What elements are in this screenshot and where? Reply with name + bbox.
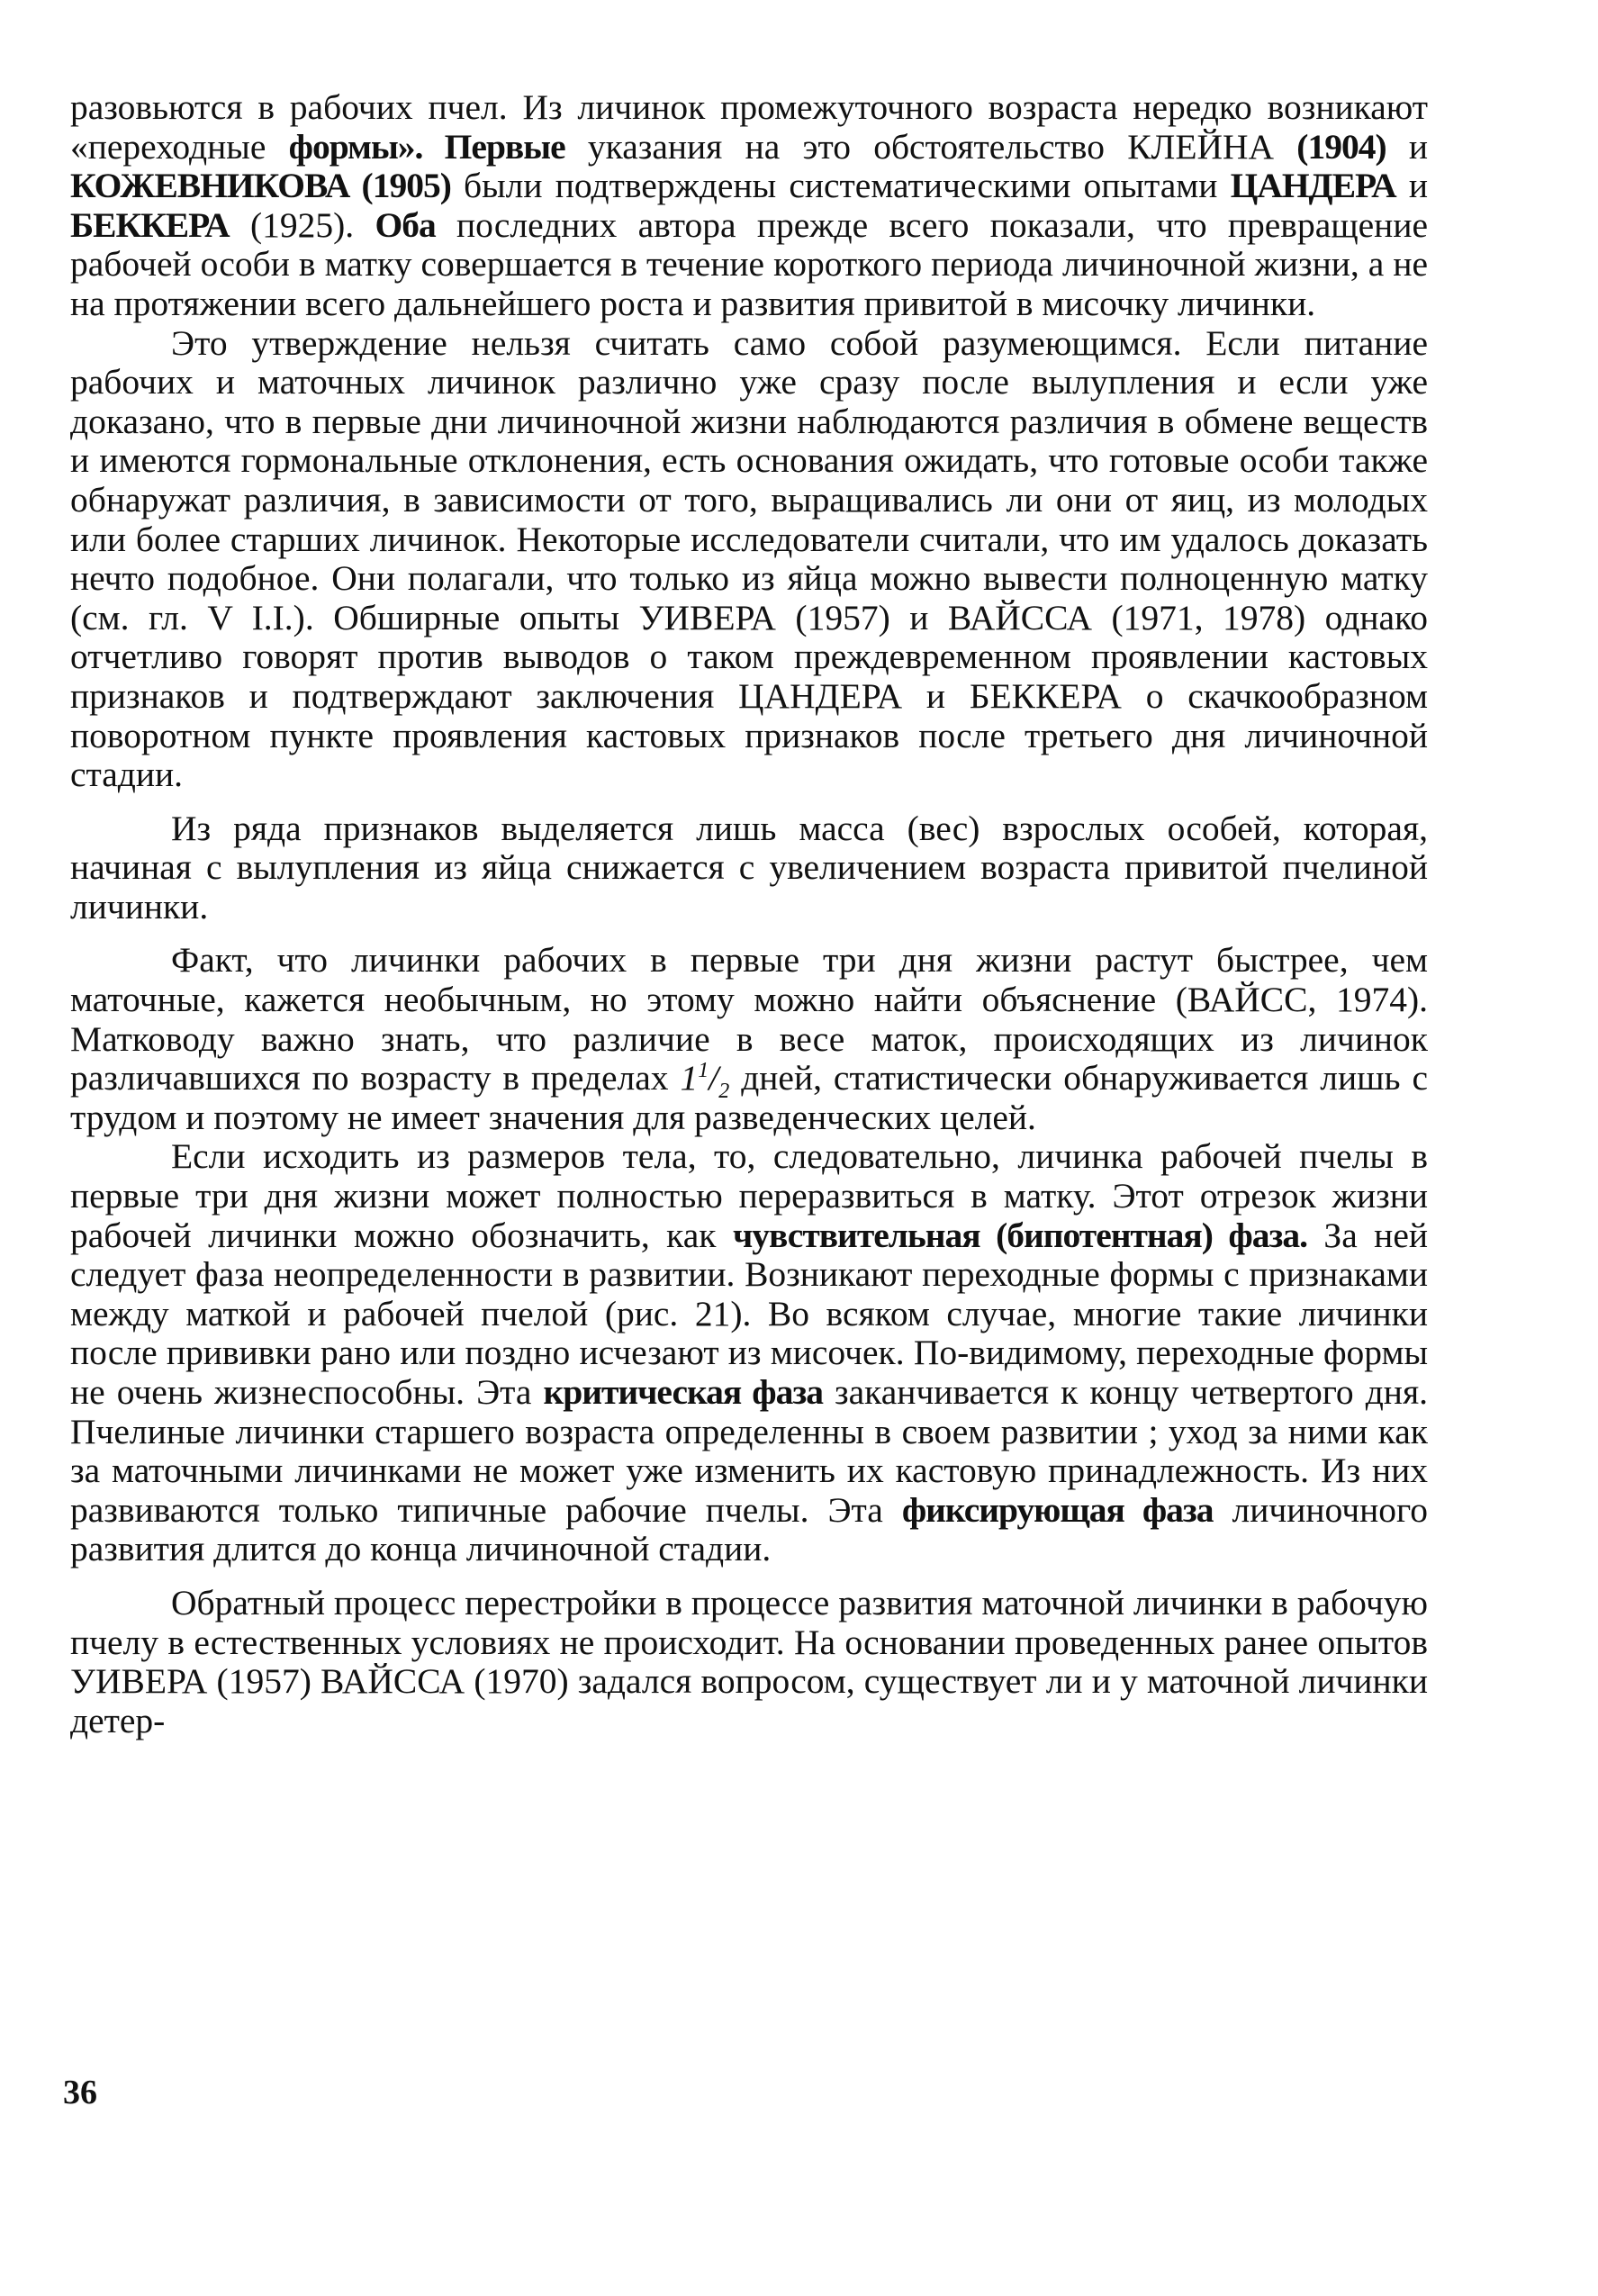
text-run: и xyxy=(1386,126,1429,167)
text-run: Факт, что личинки рабочих в первые три дня жизни растут быстрее, чем маточные, кажется необычным, но этому можно найти объяснение (ВАЙСС, 1974). Матководу важно знать, что различие в весе маток, происходящих из личинок различавшихся по возрасту в пределах xyxy=(70,940,1428,1098)
fraction-denominator: 2 xyxy=(718,1080,730,1104)
paragraph xyxy=(70,1137,1428,1569)
bold-term: фиксирующая фаза xyxy=(901,1489,1214,1530)
bold-term: чувствительная (бипотентная) фаза. xyxy=(732,1215,1307,1255)
text-run: личиночного развития длится до конца личиночной стадии. xyxy=(70,1489,1428,1569)
bold-term: критическая фаза xyxy=(543,1372,823,1412)
bold-term: КОЖЕВНИКОВА (1905) xyxy=(70,166,451,206)
page-body xyxy=(70,88,1428,1740)
text-run: и xyxy=(1395,166,1429,206)
bold-term: ЦАНДЕРА xyxy=(1230,166,1396,206)
paragraph xyxy=(70,1584,1428,1740)
text-run: последних автора прежде всего показали, что превращение рабочей особи в матку совершается в течение короткого периода личиночной жизни, а не на протяжении всего дальнейшего роста и развития привитой в мисочку личинки. xyxy=(70,204,1428,323)
page-number: 36 xyxy=(63,2074,97,2111)
text-run: были подтверждены систематическими опытами xyxy=(450,166,1231,206)
text-run: заканчивается к концу четвертого дня. Пчелиные личинки старшего возраста определенны в своем развитии ; уход за ними как за маточными личинками не может уже изменить их кастовую принадлежность. Из них развиваются только типичные рабочие пчелы. Эта xyxy=(70,1372,1428,1530)
bold-term: (1904) xyxy=(1296,126,1386,167)
text-run: Обратный процесс перестройки в процессе развития маточной личинки в рабочую пчелу в естественных условиях не происходит. На основании проведенных ранее опытов УИВЕРА (1957) ВАЙССА (1970) задался вопросом, существует ли и у маточной личинки детер- xyxy=(70,1582,1428,1740)
text-run: Из ряда признаков выделяется лишь масса (вес) взрослых особей, которая, начиная с вылупления из яйца снижается с увеличением возраста привитой пчелиной личинки. xyxy=(70,808,1428,927)
text-run: Если исходить из размеров тела, то, следовательно, личинка рабочей пчелы в первые три дня жизни может полностью переразвиться в матку. Этот отрезок жизни рабочей личинки можно обозначить, как xyxy=(70,1136,1428,1255)
fraction xyxy=(680,1058,730,1104)
fraction-numerator: 1 xyxy=(698,1059,709,1083)
text-run: разовьются в рабочих пчел. Из личинок промежуточного возраста нередко возникают «переходные xyxy=(70,87,1428,167)
paragraph xyxy=(70,88,1428,324)
text-run: указания на это обстоятельство КЛЕЙНА xyxy=(564,126,1297,167)
fraction-slash: / xyxy=(709,1058,719,1098)
fraction-whole: 1 xyxy=(680,1058,699,1098)
text-run: За ней следует фаза неопределенности в развитии. Возникают переходные формы с признаками между маткой и рабочей пчелой (рис. 21). Во всяком случае, многие такие личинки после прививки рано или поздно исчезают из мисочек. По-видимому, переходные формы не очень жизнеспособны. Эта xyxy=(70,1215,1428,1412)
paragraph xyxy=(70,809,1428,927)
bold-term: формы». Первые xyxy=(288,126,565,167)
text-run: (1925). xyxy=(229,204,375,245)
bold-term: Оба xyxy=(375,204,436,245)
text-run: Это утверждение нельзя считать само собой разумеющимся. Если питание рабочих и маточных личинок различно уже сразу после вылупления и если уже доказано, что в первые дни личиночной жизни наблюдаются различия в обмене веществ и имеются гормональные отклонения, есть основания ожидать, что готовые особи также обнаружат различия, в зависимости от того, выращивались ли они от яиц, из молодых или более старших личинок. Некоторые исследователи считали, что им удалось доказать нечто подобное. Они полагали, что только из яйца можно вывести полноценную матку (см. гл. V I.I.). Обширные опыты УИВЕРА (1957) и ВАЙССА (1971, 1978) однако отчетливо говорят против выводов о таком преждевременном проявлении кастовых признаков и подтверждают заключения ЦАНДЕРА и БЕККЕРА о скачкообразном поворотном пункте проявления кастовых признаков после третьего дня личиночной стадии. xyxy=(70,322,1428,795)
bold-term: БЕККЕРА xyxy=(70,204,230,245)
text-run: дней, статистически обнаруживается лишь с трудом и поэтому не имеет значения для разведенческих целей. xyxy=(70,1058,1428,1137)
paragraph xyxy=(70,324,1428,795)
paragraph xyxy=(70,941,1428,1137)
